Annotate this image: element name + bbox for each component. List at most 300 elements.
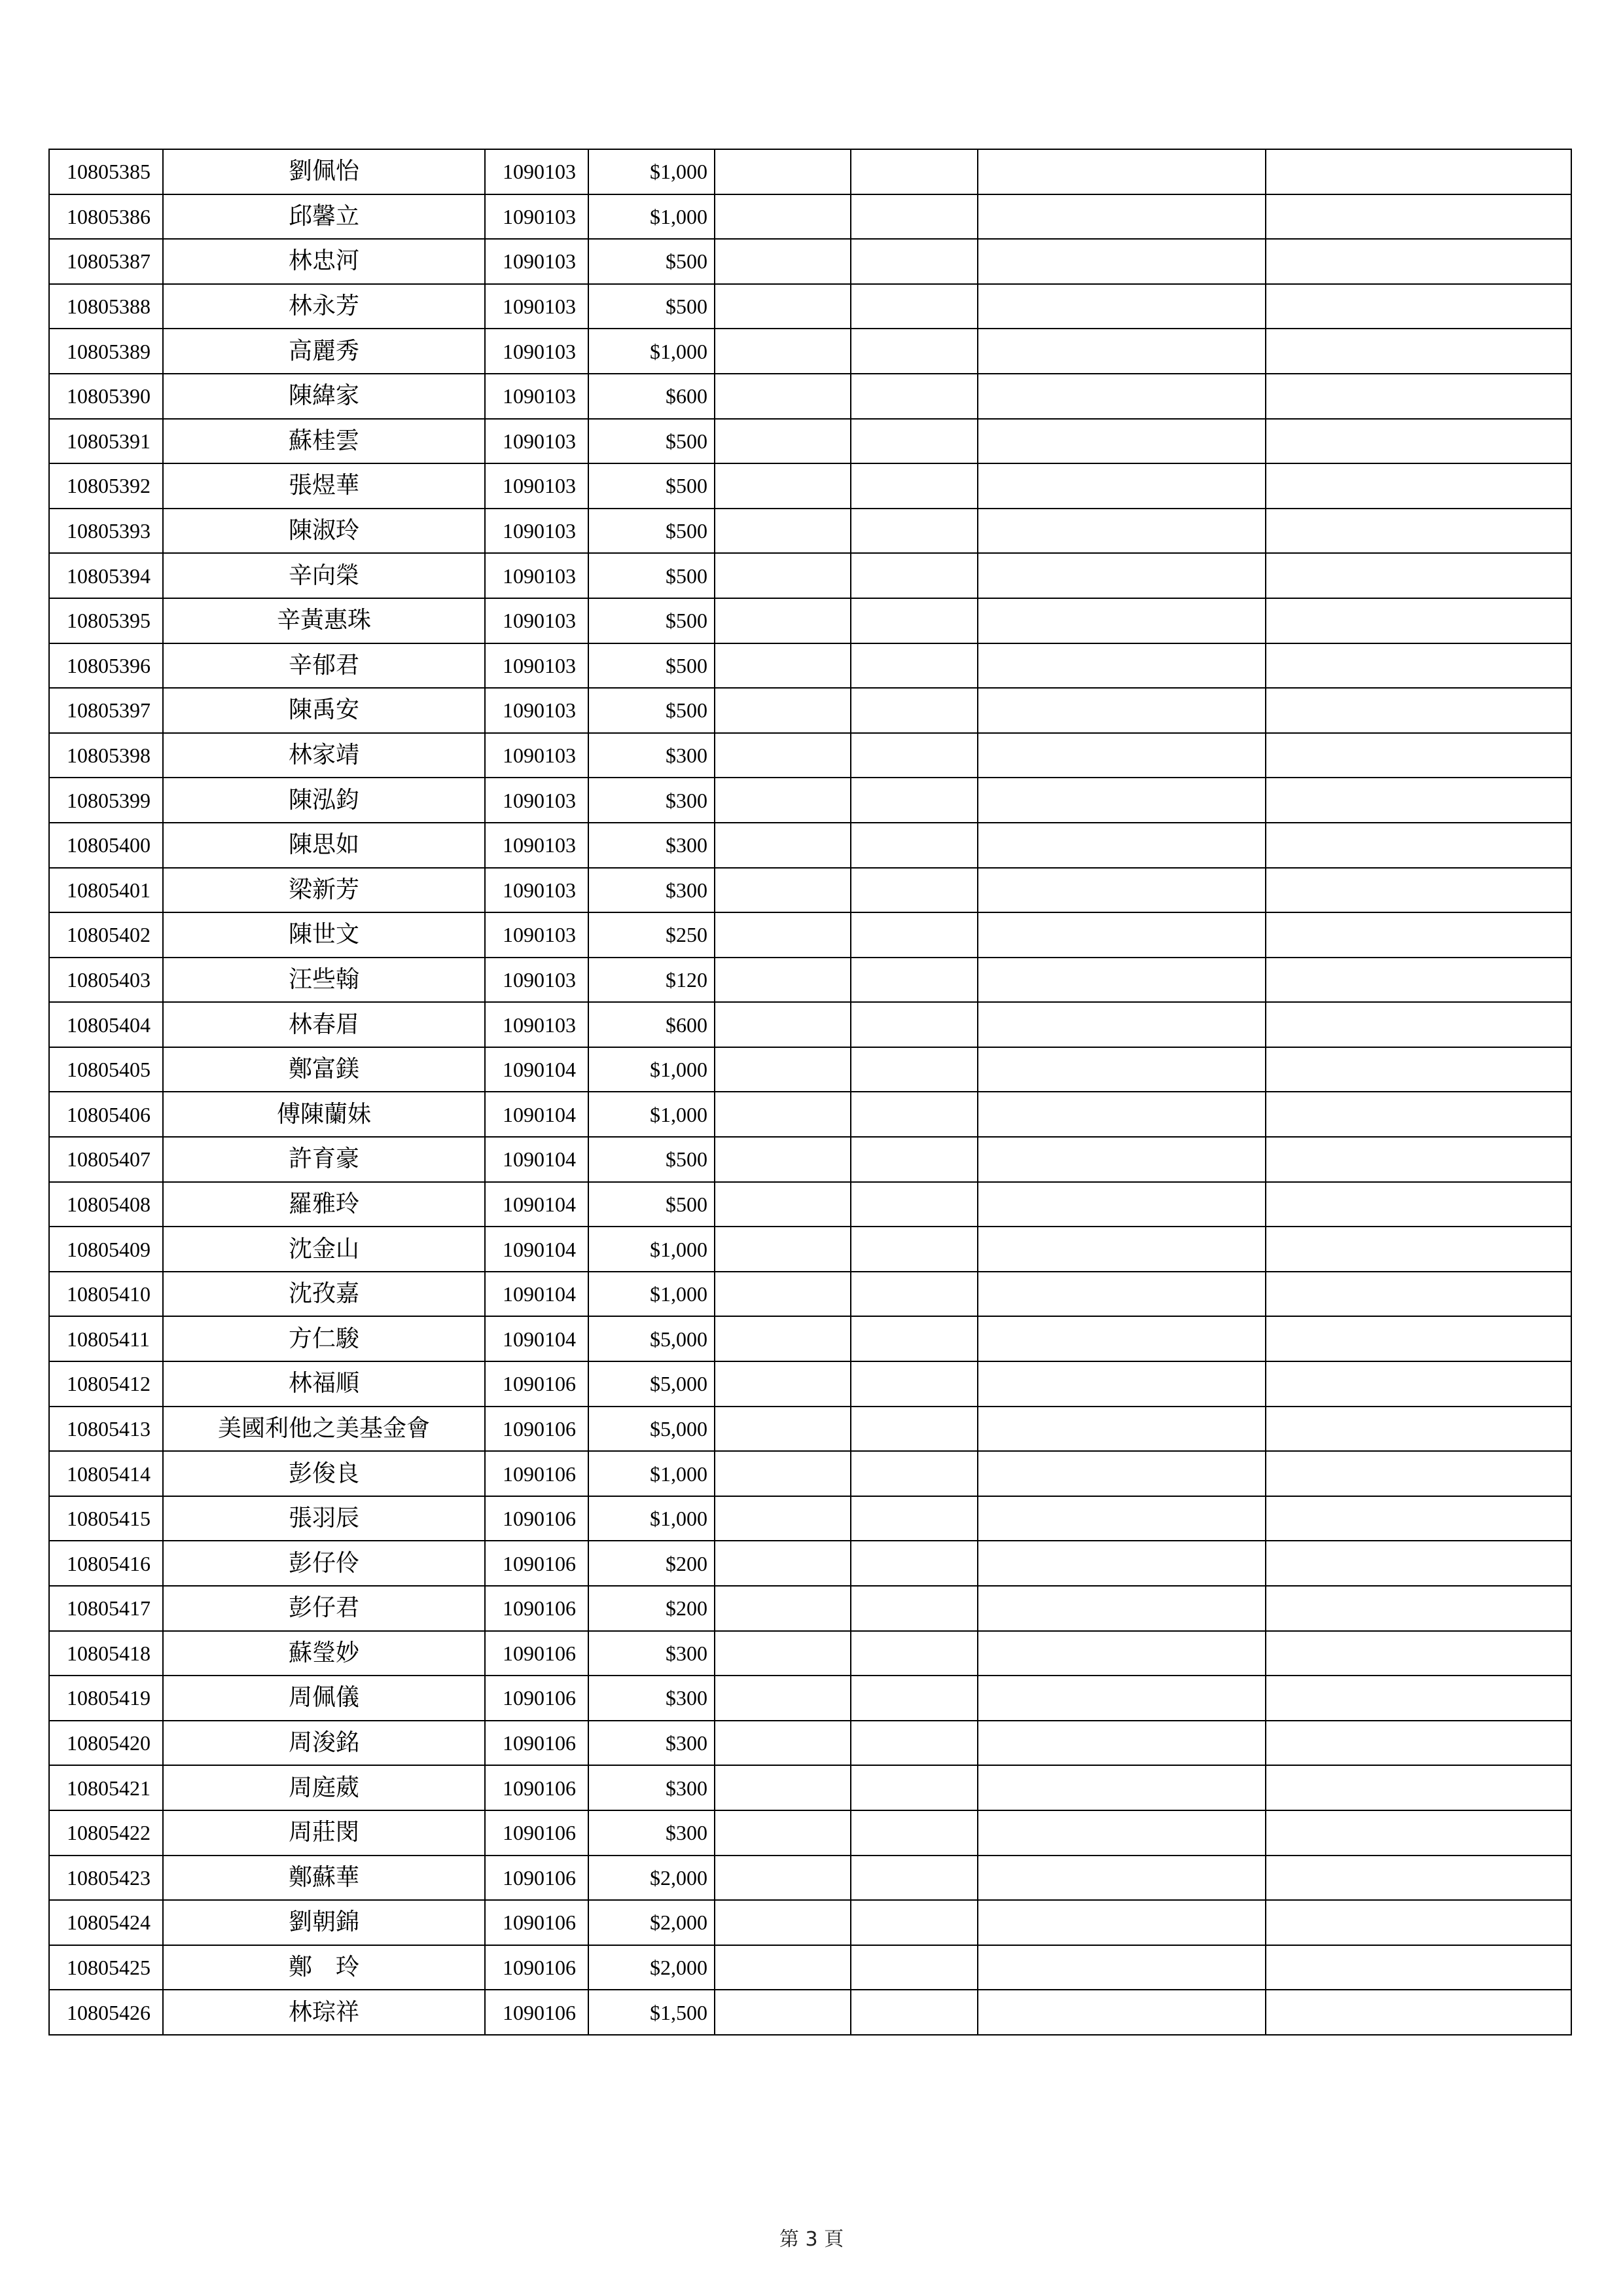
empty-cell [978,1496,1266,1541]
receipt-number-cell: 10805392 [49,463,163,509]
empty-cell [851,1496,978,1541]
empty-cell [978,419,1266,464]
empty-cell [978,374,1266,419]
empty-cell [715,1721,851,1766]
table-row [49,1541,1571,1586]
empty-cell [715,553,851,598]
empty-cell [1266,958,1571,1003]
empty-cell [1266,374,1571,419]
table-row [49,553,1571,598]
receipt-number-cell: 10805389 [49,329,163,374]
donor-name-cell: 高麗秀 [163,329,485,374]
donor-name-cell: 鄭 玲 [163,1945,485,1990]
donor-name-cell: 美國利他之美基金會 [163,1407,485,1452]
empty-cell [978,1137,1266,1182]
amount-cell: $300 [588,1721,715,1766]
empty-cell [851,329,978,374]
amount-cell: $1,000 [588,149,715,194]
donor-name-cell: 周佩儀 [163,1676,485,1721]
donor-name-cell: 蘇瑩妙 [163,1631,485,1676]
table-row [49,1272,1571,1317]
empty-cell [1266,688,1571,733]
empty-cell [1266,733,1571,778]
donation-date-cell: 1090103 [485,643,588,689]
donor-name-cell: 方仁駿 [163,1316,485,1361]
amount-cell: $500 [588,1137,715,1182]
empty-cell [715,284,851,329]
empty-cell [1266,912,1571,958]
receipt-number-cell: 10805393 [49,509,163,554]
empty-cell [851,194,978,240]
amount-cell: $500 [588,239,715,284]
table-row [49,194,1571,240]
receipt-number-cell: 10805411 [49,1316,163,1361]
receipt-number-cell: 10805413 [49,1407,163,1452]
empty-cell [851,284,978,329]
empty-cell [978,733,1266,778]
empty-cell [715,643,851,689]
amount-cell: $5,000 [588,1407,715,1452]
receipt-number-cell: 10805399 [49,778,163,823]
empty-cell [978,643,1266,689]
empty-cell [978,868,1266,913]
empty-cell [715,1496,851,1541]
empty-cell [1266,239,1571,284]
donation-date-cell: 1090104 [485,1316,588,1361]
receipt-number-cell: 10805397 [49,688,163,733]
amount-cell: $300 [588,1810,715,1856]
receipt-number-cell: 10805415 [49,1496,163,1541]
empty-cell [978,553,1266,598]
empty-cell [715,1900,851,1945]
receipt-number-cell: 10805410 [49,1272,163,1317]
amount-cell: $1,000 [588,194,715,240]
empty-cell [851,419,978,464]
receipt-number-cell: 10805395 [49,598,163,643]
table-row [49,1451,1571,1496]
table-row [49,912,1571,958]
receipt-number-cell: 10805408 [49,1182,163,1227]
empty-cell [1266,823,1571,868]
empty-cell [978,823,1266,868]
amount-cell: $300 [588,778,715,823]
amount-cell: $500 [588,643,715,689]
empty-cell [715,1810,851,1856]
empty-cell [715,598,851,643]
donor-name-cell: 辛向榮 [163,553,485,598]
empty-cell [978,1945,1266,1990]
empty-cell [978,958,1266,1003]
amount-cell: $500 [588,509,715,554]
donation-date-cell: 1090103 [485,733,588,778]
donor-name-cell: 沈孜嘉 [163,1272,485,1317]
empty-cell [851,239,978,284]
empty-cell [978,1227,1266,1272]
amount-cell: $500 [588,463,715,509]
empty-cell [978,329,1266,374]
donation-date-cell: 1090104 [485,1092,588,1137]
donor-name-cell: 鄭蘇華 [163,1856,485,1901]
empty-cell [715,1272,851,1317]
empty-cell [851,1676,978,1721]
receipt-number-cell: 10805394 [49,553,163,598]
table-row [49,823,1571,868]
donation-date-cell: 1090104 [485,1182,588,1227]
donation-date-cell: 1090106 [485,1676,588,1721]
amount-cell: $300 [588,1676,715,1721]
empty-cell [978,194,1266,240]
donor-name-cell: 辛黃惠珠 [163,598,485,643]
table-row [49,374,1571,419]
empty-cell [851,1272,978,1317]
empty-cell [1266,1856,1571,1901]
receipt-number-cell: 10805412 [49,1361,163,1407]
empty-cell [1266,1002,1571,1047]
receipt-number-cell: 10805385 [49,149,163,194]
empty-cell [1266,1676,1571,1721]
table-row [49,1676,1571,1721]
amount-cell: $300 [588,1765,715,1810]
donation-date-cell: 1090106 [485,1586,588,1631]
empty-cell [978,1631,1266,1676]
donor-name-cell: 彭俊良 [163,1451,485,1496]
empty-cell [978,239,1266,284]
empty-cell [715,912,851,958]
empty-cell [851,1721,978,1766]
empty-cell [851,1945,978,1990]
empty-cell [1266,598,1571,643]
empty-cell [851,1361,978,1407]
table-row [49,958,1571,1003]
receipt-number-cell: 10805414 [49,1451,163,1496]
empty-cell [851,778,978,823]
empty-cell [715,374,851,419]
amount-cell: $1,000 [588,1092,715,1137]
empty-cell [1266,1990,1571,2035]
receipt-number-cell: 10805391 [49,419,163,464]
empty-cell [851,1407,978,1452]
amount-cell: $5,000 [588,1316,715,1361]
empty-cell [715,329,851,374]
receipt-number-cell: 10805422 [49,1810,163,1856]
empty-cell [1266,1361,1571,1407]
empty-cell [978,1721,1266,1766]
empty-cell [978,463,1266,509]
donor-name-cell: 林永芳 [163,284,485,329]
empty-cell [851,688,978,733]
donor-name-cell: 汪些翰 [163,958,485,1003]
receipt-number-cell: 10805426 [49,1990,163,2035]
empty-cell [1266,1810,1571,1856]
donor-name-cell: 張煜華 [163,463,485,509]
table-row [49,1631,1571,1676]
donor-name-cell: 彭仔君 [163,1586,485,1631]
amount-cell: $2,000 [588,1856,715,1901]
receipt-number-cell: 10805402 [49,912,163,958]
empty-cell [1266,1765,1571,1810]
donation-date-cell: 1090104 [485,1047,588,1092]
table-row [49,1496,1571,1541]
empty-cell [978,149,1266,194]
empty-cell [715,733,851,778]
receipt-number-cell: 10805421 [49,1765,163,1810]
empty-cell [1266,1900,1571,1945]
empty-cell [851,1810,978,1856]
table-row [49,778,1571,823]
amount-cell: $600 [588,1002,715,1047]
donor-name-cell: 張羽辰 [163,1496,485,1541]
donation-date-cell: 1090106 [485,1856,588,1901]
amount-cell: $1,000 [588,1047,715,1092]
donation-date-cell: 1090103 [485,958,588,1003]
empty-cell [851,1092,978,1137]
receipt-number-cell: 10805400 [49,823,163,868]
table-row [49,733,1571,778]
empty-cell [851,553,978,598]
receipt-number-cell: 10805418 [49,1631,163,1676]
empty-cell [978,1810,1266,1856]
donor-name-cell: 林福順 [163,1361,485,1407]
empty-cell [978,1765,1266,1810]
donation-date-cell: 1090106 [485,1541,588,1586]
empty-cell [978,688,1266,733]
table-row [49,1137,1571,1182]
donation-date-cell: 1090106 [485,1721,588,1766]
donation-date-cell: 1090103 [485,419,588,464]
amount-cell: $300 [588,823,715,868]
empty-cell [715,1541,851,1586]
donation-date-cell: 1090106 [485,1810,588,1856]
empty-cell [978,1586,1266,1631]
amount-cell: $500 [588,553,715,598]
empty-cell [1266,1721,1571,1766]
empty-cell [715,463,851,509]
donation-date-cell: 1090103 [485,778,588,823]
donation-table [48,149,1572,2036]
receipt-number-cell: 10805404 [49,1002,163,1047]
table-row [49,284,1571,329]
empty-cell [978,1990,1266,2035]
table-row [49,463,1571,509]
donor-name-cell: 羅雅玲 [163,1182,485,1227]
empty-cell [1266,1586,1571,1631]
receipt-number-cell: 10805401 [49,868,163,913]
donor-name-cell: 陳禹安 [163,688,485,733]
empty-cell [851,374,978,419]
table-row [49,1182,1571,1227]
donation-date-cell: 1090106 [485,1451,588,1496]
empty-cell [715,1765,851,1810]
empty-cell [715,1002,851,1047]
amount-cell: $200 [588,1541,715,1586]
receipt-number-cell: 10805416 [49,1541,163,1586]
empty-cell [978,509,1266,554]
donation-date-cell: 1090106 [485,1361,588,1407]
donor-name-cell: 蘇桂雲 [163,419,485,464]
amount-cell: $200 [588,1586,715,1631]
table-row [49,1047,1571,1092]
empty-cell [715,149,851,194]
empty-cell [1266,1047,1571,1092]
donor-name-cell: 林忠河 [163,239,485,284]
amount-cell: $600 [588,374,715,419]
empty-cell [851,1586,978,1631]
empty-cell [851,149,978,194]
donor-name-cell: 陳緯家 [163,374,485,419]
empty-cell [1266,419,1571,464]
receipt-number-cell: 10805420 [49,1721,163,1766]
empty-cell [851,958,978,1003]
donor-name-cell: 梁新芳 [163,868,485,913]
receipt-number-cell: 10805419 [49,1676,163,1721]
amount-cell: $500 [588,419,715,464]
receipt-number-cell: 10805396 [49,643,163,689]
empty-cell [1266,194,1571,240]
table-row [49,1900,1571,1945]
donation-date-cell: 1090103 [485,463,588,509]
empty-cell [978,1092,1266,1137]
empty-cell [715,1856,851,1901]
empty-cell [978,1541,1266,1586]
donor-name-cell: 辛郁君 [163,643,485,689]
empty-cell [1266,1272,1571,1317]
donation-date-cell: 1090106 [485,1900,588,1945]
donation-date-cell: 1090103 [485,284,588,329]
donation-date-cell: 1090103 [485,509,588,554]
donation-date-cell: 1090103 [485,329,588,374]
table-row [49,1721,1571,1766]
amount-cell: $1,000 [588,1272,715,1317]
amount-cell: $500 [588,598,715,643]
table-row [49,688,1571,733]
empty-cell [715,1227,851,1272]
donor-name-cell: 林春眉 [163,1002,485,1047]
donor-name-cell: 劉佩怡 [163,149,485,194]
empty-cell [1266,1945,1571,1990]
empty-cell [1266,553,1571,598]
empty-cell [715,1676,851,1721]
empty-cell [715,1451,851,1496]
empty-cell [715,509,851,554]
donation-date-cell: 1090103 [485,239,588,284]
empty-cell [715,1047,851,1092]
donor-name-cell: 林琮祥 [163,1990,485,2035]
amount-cell: $1,000 [588,329,715,374]
empty-cell [715,1316,851,1361]
empty-cell [851,1541,978,1586]
donation-date-cell: 1090103 [485,868,588,913]
empty-cell [715,778,851,823]
table-row [49,868,1571,913]
empty-cell [851,1856,978,1901]
empty-cell [715,1182,851,1227]
table-row [49,509,1571,554]
empty-cell [715,1092,851,1137]
empty-cell [715,1990,851,2035]
donor-name-cell: 陳世文 [163,912,485,958]
amount-cell: $500 [588,1182,715,1227]
donor-name-cell: 陳泓鈞 [163,778,485,823]
empty-cell [978,1451,1266,1496]
empty-cell [715,823,851,868]
donation-date-cell: 1090103 [485,194,588,240]
empty-cell [1266,1451,1571,1496]
amount-cell: $1,000 [588,1227,715,1272]
table-row [49,1765,1571,1810]
receipt-number-cell: 10805398 [49,733,163,778]
empty-cell [715,1586,851,1631]
empty-cell [978,284,1266,329]
donor-name-cell: 陳淑玲 [163,509,485,554]
receipt-number-cell: 10805405 [49,1047,163,1092]
empty-cell [715,958,851,1003]
donation-date-cell: 1090103 [485,688,588,733]
empty-cell [1266,1227,1571,1272]
receipt-number-cell: 10805409 [49,1227,163,1272]
empty-cell [715,1137,851,1182]
amount-cell: $1,500 [588,1990,715,2035]
empty-cell [715,194,851,240]
donation-date-cell: 1090104 [485,1272,588,1317]
empty-cell [851,1900,978,1945]
receipt-number-cell: 10805390 [49,374,163,419]
donation-date-cell: 1090106 [485,1407,588,1452]
receipt-number-cell: 10805387 [49,239,163,284]
donation-date-cell: 1090104 [485,1227,588,1272]
empty-cell [978,778,1266,823]
empty-cell [715,419,851,464]
receipt-number-cell: 10805406 [49,1092,163,1137]
table-row [49,329,1571,374]
table-row [49,598,1571,643]
donation-date-cell: 1090103 [485,823,588,868]
donor-name-cell: 沈金山 [163,1227,485,1272]
empty-cell [851,1137,978,1182]
empty-cell [851,912,978,958]
empty-cell [1266,868,1571,913]
amount-cell: $1,000 [588,1496,715,1541]
table-row [49,643,1571,689]
donation-date-cell: 1090106 [485,1496,588,1541]
amount-cell: $5,000 [588,1361,715,1407]
empty-cell [1266,1316,1571,1361]
amount-cell: $1,000 [588,1451,715,1496]
donation-date-cell: 1090103 [485,1002,588,1047]
table-row [49,1407,1571,1452]
donation-date-cell: 1090104 [485,1137,588,1182]
empty-cell [978,1182,1266,1227]
table-row [49,1002,1571,1047]
amount-cell: $300 [588,1631,715,1676]
amount-cell: $2,000 [588,1945,715,1990]
empty-cell [851,509,978,554]
donation-date-cell: 1090106 [485,1765,588,1810]
empty-cell [978,1676,1266,1721]
donation-date-cell: 1090106 [485,1631,588,1676]
table-row [49,1227,1571,1272]
table-row [49,239,1571,284]
donor-name-cell: 彭仔伶 [163,1541,485,1586]
table-row [49,1856,1571,1901]
table-row [49,1810,1571,1856]
donation-date-cell: 1090103 [485,553,588,598]
donation-date-cell: 1090103 [485,912,588,958]
empty-cell [715,1631,851,1676]
empty-cell [851,868,978,913]
empty-cell [851,823,978,868]
empty-cell [1266,1541,1571,1586]
empty-cell [1266,1092,1571,1137]
